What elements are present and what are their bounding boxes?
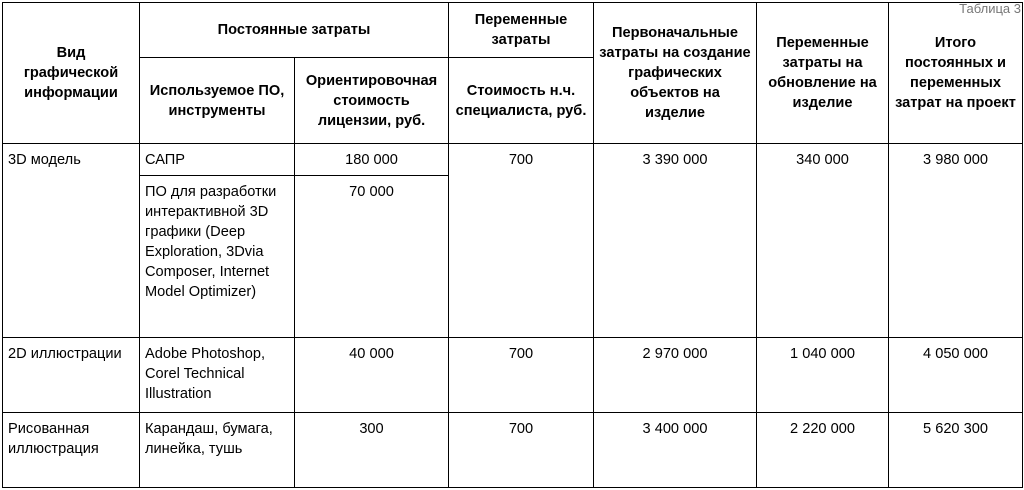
header-variable-costs: Переменные затраты [449, 3, 594, 58]
row-license: 300 [295, 413, 449, 488]
header-software: Используемое ПО, инструменты [140, 58, 295, 144]
row-initial: 2 970 000 [594, 338, 757, 413]
row-initial: 3 400 000 [594, 413, 757, 488]
row-update: 2 220 000 [757, 413, 889, 488]
row-hour-cost: 700 [449, 144, 594, 338]
header-row-1 [3, 3, 1023, 58]
row-initial: 3 390 000 [594, 144, 757, 338]
header-total: Итого постоянных и переменных затрат на проект [889, 3, 1023, 144]
row-software: Adobe Photoshop, Corel Technical Illustration [140, 338, 295, 413]
row-type: Рисованная иллюстрация [3, 413, 140, 488]
row-software: ПО для разработки интерактивной 3D графики (Deep Exploration, 3Dvia Composer, Internet Model Optimizer) [140, 176, 295, 338]
row-total: 5 620 300 [889, 413, 1023, 488]
header-fixed-costs: Постоянные затраты [140, 3, 449, 58]
row-license: 40 000 [295, 338, 449, 413]
row-software: САПР [140, 144, 295, 176]
header-license-cost: Ориентировочная стоимость лицензии, руб. [295, 58, 449, 144]
row-software: Карандаш, бумага, линейка, тушь [140, 413, 295, 488]
header-update-costs: Переменные затраты на обновление на изделие [757, 3, 889, 144]
cost-table [2, 2, 1023, 488]
table-row [3, 338, 1023, 413]
table-row [3, 413, 1023, 488]
header-hour-cost: Стоимость н.ч. специалиста, руб. [449, 58, 594, 144]
header-type: Вид графической информации [3, 3, 140, 144]
row-type: 3D модель [3, 144, 140, 338]
row-type: 2D иллюстрации [3, 338, 140, 413]
table-caption: Таблица 3 [959, 1, 1021, 16]
table-row [3, 144, 1023, 176]
row-update: 340 000 [757, 144, 889, 338]
row-update: 1 040 000 [757, 338, 889, 413]
row-license: 70 000 [295, 176, 449, 338]
row-hour-cost: 700 [449, 338, 594, 413]
row-hour-cost: 700 [449, 413, 594, 488]
header-initial-costs: Первоначальные затраты на создание графических объектов на изделие [594, 3, 757, 144]
row-total: 3 980 000 [889, 144, 1023, 338]
row-license: 180 000 [295, 144, 449, 176]
row-total: 4 050 000 [889, 338, 1023, 413]
